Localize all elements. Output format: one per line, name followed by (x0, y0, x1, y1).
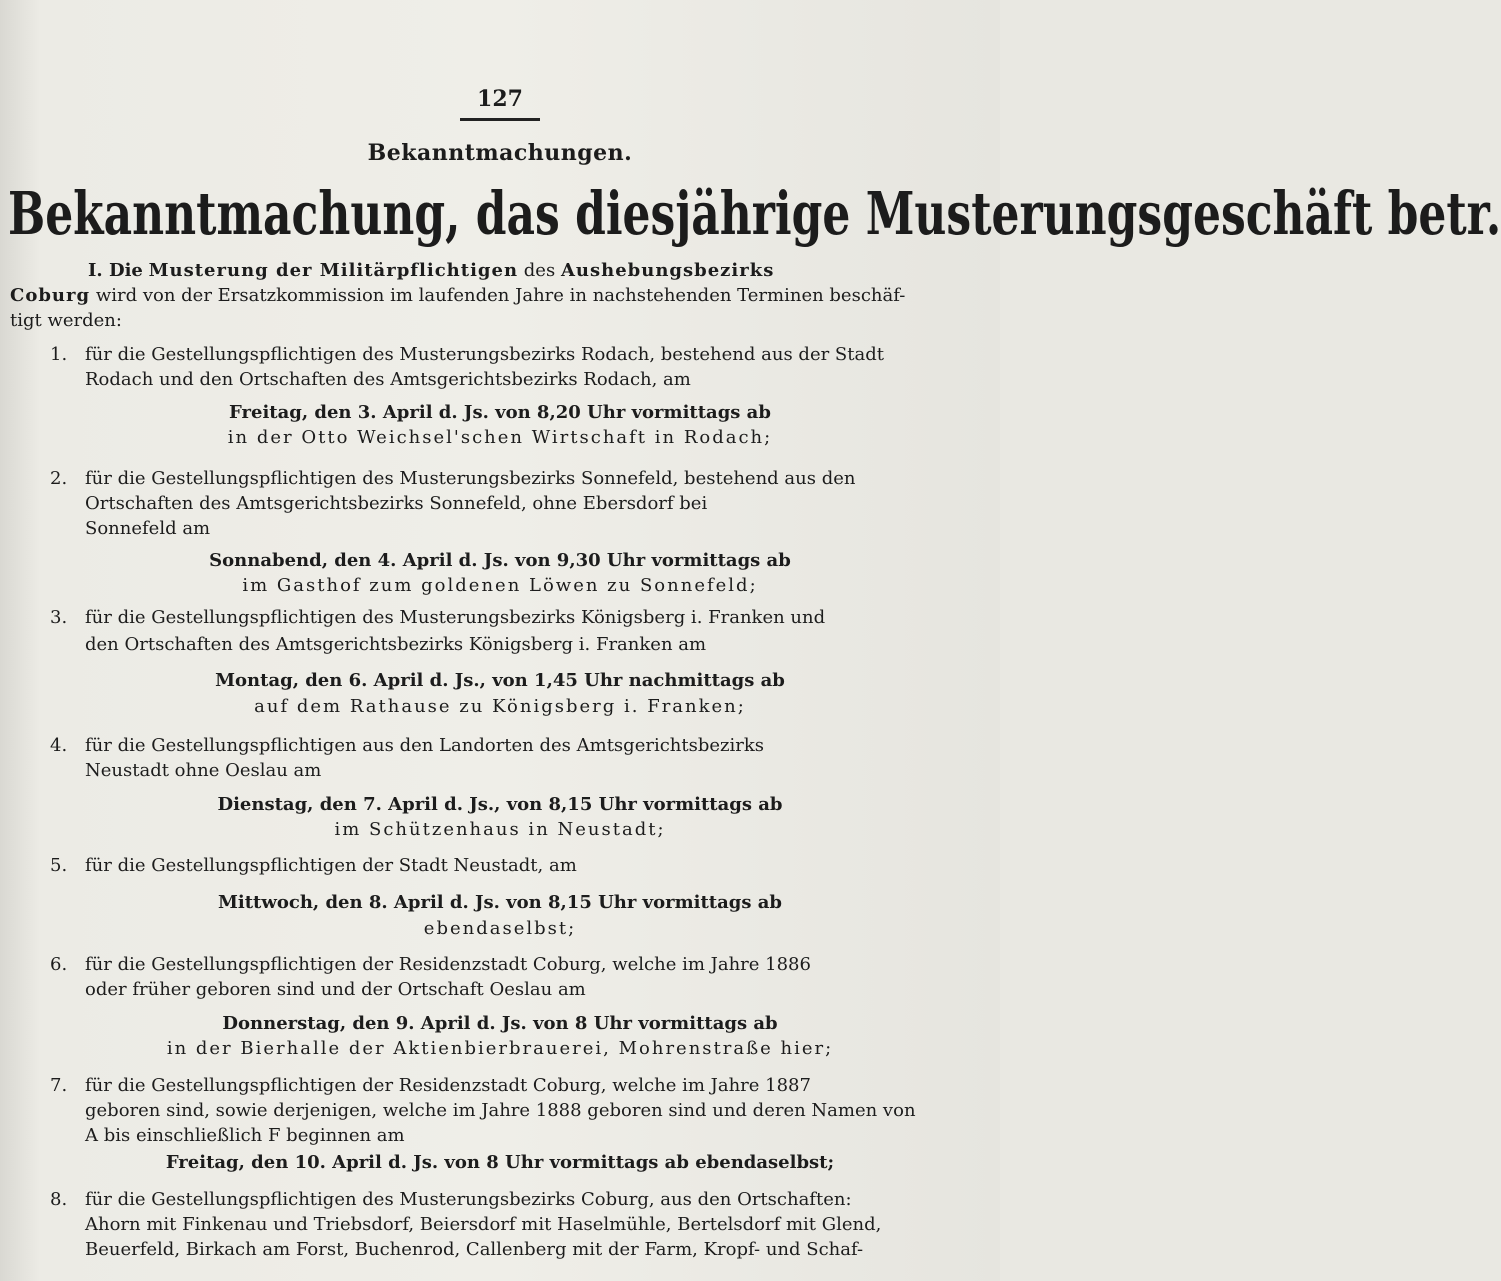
item-number: 2. (50, 468, 68, 489)
item-line: für die Gestellungspflichtigen der Stadt Neustadt, am (85, 855, 577, 876)
item-number: 8. (50, 1189, 68, 1210)
intro-bold-2: Aushebungsbezirks (560, 260, 775, 281)
item-line: für die Gestellungspflichtigen aus den Landorten des Amtsgerichtsbezirks (85, 735, 765, 756)
item-line: für die Gestellungspflichtigen des Musterungsbezirks Rodach, bestehend aus der Stadt (85, 344, 884, 365)
item-line: den Ortschaften des Amtsgerichtsbezirks Königsberg i. Franken am (85, 634, 707, 655)
item-place: im Schützenhaus in Neustadt; (334, 819, 666, 840)
item-line: für die Gestellungspflichtigen des Musterungsbezirks Sonnefeld, bestehend aus den (85, 468, 856, 489)
item-date: Dienstag, den 7. April d. Js., von 8,15 Uhr vormittags ab (217, 794, 783, 815)
item-line: Neustadt ohne Oeslau am (85, 760, 322, 781)
page-number: 127 (477, 86, 523, 112)
item-line: geboren sind, sowie derjenigen, welche im Jahre 1888 geboren sind und deren Namen von (85, 1100, 916, 1121)
intro-text-2: wird von der Ersatzkommission im laufenden Jahre in nachstehenden Terminen beschäf- (95, 285, 906, 306)
page-number-rule (460, 118, 540, 121)
intro-bold-3: Coburg (10, 285, 91, 306)
intro-line-3: tigt werden: (10, 310, 122, 331)
document-title: Bekanntmachung, das diesjährige Musterungsgeschäft betr. (8, 180, 1501, 249)
item-line: oder früher geboren sind und der Ortschaft Oeslau am (85, 979, 586, 1000)
item-line: Rodach und den Ortschaften des Amtsgerichtsbezirks Rodach, am (85, 369, 691, 390)
item-line: Ortschaften des Amtsgerichtsbezirks Sonnefeld, ohne Ebersdorf bei (85, 493, 708, 514)
item-date: Mittwoch, den 8. April d. Js. von 8,15 Uhr vormittags ab (217, 892, 783, 913)
item-date: Donnerstag, den 9. April d. Js. von 8 Uhr vormittags ab (222, 1013, 778, 1034)
intro-bold-1: Musterung der Militärpflichtigen (148, 260, 519, 281)
item-line: für die Gestellungspflichtigen der Residenzstadt Coburg, welche im Jahre 1886 (85, 954, 811, 975)
item-number: 7. (50, 1075, 68, 1096)
intro-prefix: I. Die (88, 260, 143, 281)
item-date: Freitag, den 3. April d. Js. von 8,20 Uhr vormittags ab (229, 402, 771, 423)
item-number: 5. (50, 855, 68, 876)
section-heading: Bekanntmachungen. (367, 140, 633, 166)
item-number: 4. (50, 735, 68, 756)
item-date: Montag, den 6. April d. Js., von 1,45 Uhr nachmittags ab (215, 670, 785, 691)
item-line: für die Gestellungspflichtigen des Musterungsbezirks Königsberg i. Franken und (85, 607, 826, 628)
item-line: Sonnefeld am (85, 518, 211, 539)
intro-line-1 (88, 258, 950, 284)
item-line: Beuerfeld, Birkach am Forst, Buchenrod, Callenberg mit der Farm, Kropf- und Schaf- (85, 1239, 864, 1260)
item-place: ebendaselbst; (423, 918, 577, 939)
intro-line-2 (10, 283, 950, 309)
item-line: für die Gestellungspflichtigen der Residenzstadt Coburg, welche im Jahre 1887 (85, 1075, 811, 1096)
item-line: für die Gestellungspflichtigen des Musterungsbezirks Coburg, aus den Ortschaften: (85, 1189, 852, 1210)
intro-text-1: des (523, 260, 556, 281)
item-number: 1. (50, 344, 68, 365)
item-line: Ahorn mit Finkenau und Triebsdorf, Beiersdorf mit Haselmühle, Bertelsdorf mit Glend, (85, 1214, 882, 1235)
item-number: 6. (50, 954, 68, 975)
item-place: auf dem Rathause zu Königsberg i. Franken; (254, 696, 746, 717)
item-date: Sonnabend, den 4. April d. Js. von 9,30 Uhr vormittags ab (209, 550, 791, 571)
item-line: A bis einschließlich F beginnen am (85, 1125, 405, 1146)
item-place: im Gasthof zum goldenen Löwen zu Sonnefeld; (242, 575, 758, 596)
item-place: in der Bierhalle der Aktienbierbrauerei, Mohrenstraße hier; (166, 1038, 834, 1059)
item-number: 3. (50, 607, 68, 628)
item-place: in der Otto Weichsel'schen Wirtschaft in Rodach; (227, 427, 773, 448)
item-date: Freitag, den 10. April d. Js. von 8 Uhr vormittags ab ebendaselbst; (165, 1152, 835, 1173)
